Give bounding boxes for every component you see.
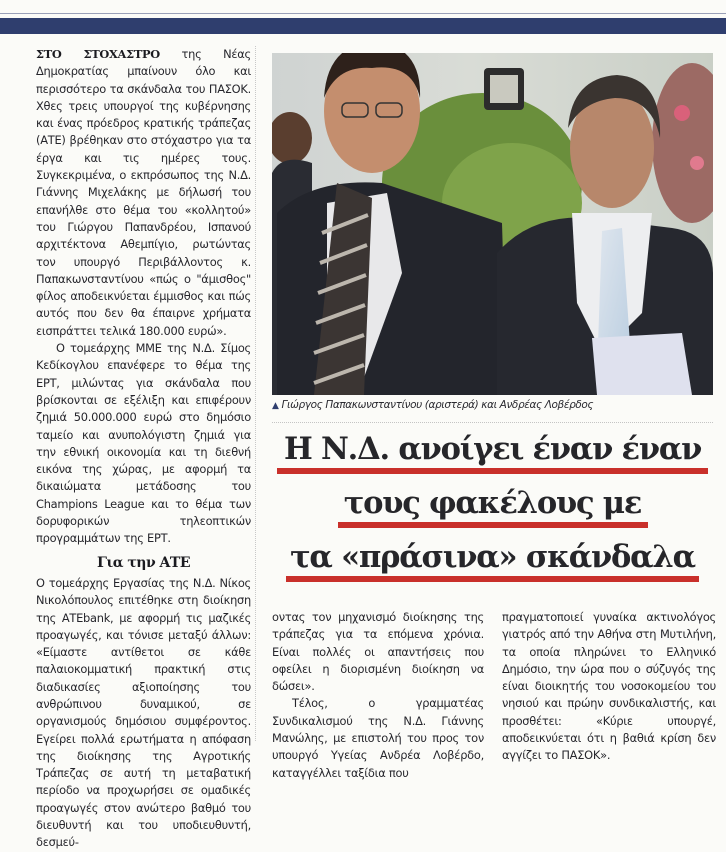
- headline-line-3: τα «πράσινα» σκάνδαλα: [290, 539, 695, 575]
- column-divider: [255, 46, 256, 741]
- papers: [592, 333, 692, 395]
- caption-divider: [272, 422, 713, 423]
- middle-paragraph-1: οντας τον μηχανισμό διοίκησης της τράπεζας για τα επόμενα χρόνια. Είναι πολλές οι απαντήσεις που οφείλει η διορισμένη διοίκηση να δώσει».: [272, 610, 484, 694]
- headline-line-1: Η Ν.Δ. ανοίγει έναν έναν: [283, 431, 702, 467]
- section-subhead: Για την ΑΤΕ: [97, 554, 190, 571]
- lead-in: ΣΤΟ ΣΤΟΧΑΣΤΡΟ: [36, 47, 160, 61]
- headline-underline-2: [338, 522, 648, 528]
- right-column: [502, 609, 716, 765]
- ert-paragraph: Ο τομεάρχης ΜΜΕ της Ν.Δ. Σίμος Κεδίκογλου επανέφερε το θέμα της ΕΡΤ, μιλώντας για σκάνδαλα που βρίσκονται σε εξέλιξη και επιφέρουν ζημιά 50.000.000 ευρώ στο δημόσιο ταμείο και ανυπολόγιστη ζημιά για την εθνική οικονομία και τη διεθνή εικόνα της χώρας, με αφορμή τα δικαιώματα μετάδοσης του Champions League και το θέμα των δορυφορικών τηλεοπτικών προγραμμάτων της ΕΡΤ.: [36, 341, 251, 546]
- intro-paragraph: [36, 46, 251, 340]
- caption-marker-icon: ▲: [272, 401, 279, 411]
- middle-paragraph-2: Τέλος, ο γραμματέας Συνδικαλισμού της Ν.Δ. Γιάννης Μανώλης, με επιστολή του προς τον υπουργό Υγείας Ανδρέα Λοβέρδο, καταγγέλλει ταξίδια που: [272, 696, 484, 780]
- header-band: [0, 18, 726, 34]
- photo-caption: [272, 399, 713, 411]
- headline-line-2: τους φακέλους με: [343, 485, 642, 521]
- intro-text: της Νέας Δημοκρατίας μπαίνουν όλο και περισσότερο τα σκάνδαλα του ΠΑΣΟΚ. Χθες τρεις υπουργοί της κυβέρνησης και ένας πρόεδρος κρατικής τράπεζας (ΑΤΕ) βρέθηκαν στο στόχαστρο για τα έργα και τις ημέρες τους. Συγκεκριμένα, ο εκπρόσωπος της Ν.Δ. Γιάννης Μιχελάκης με δήλωσή του επανήλθε στο θέμα του «κολλητού» του Γιώργου Παπανδρέου, Ισπανού αρχιτέκτονα Αθεμπίγιο, ρωτώντας τον υπουργό Περιβάλλοντος κ. Παπακωνσταντίνου «πώς ο "άμισθος" φίλος αποδεικνύεται έμμισθος και πώς αυτός που δεν θα έπαιρνε χρήματα εισπράττει τελικά 180.000 ευρώ».: [36, 47, 251, 338]
- ate-paragraph: Ο τομεάρχης Εργασίας της Ν.Δ. Νίκος Νικολόπουλος επιτέθηκε στη διοίκηση της ΑΤΕbank, με αφορμή τις μαζικές προαγωγές, και τόνισε μεταξύ άλλων: «Είμαστε αντίθετοι σε κάθε παλαιοκομματική πρακτική στις διαδικασίες αξιοποίησης του ανθρώπινου δυναμικού, σε οργανισμούς δημόσιου συμφέροντος. Εγείρει πολλά ερωτήματα η απόφαση της διοίκησης της Αγροτικής Τράπεζας σε αυτή τη μεταβατική περίοδο να προχωρήσει σε ομαδικές προαγωγές στον ανώτερο βαθμό του διευθυντή και του υποδιευθυντή, δεσμεύ-: [36, 575, 251, 850]
- photo-illustration: [272, 53, 713, 395]
- headline-underline-3: [286, 576, 699, 582]
- left-column: [36, 46, 251, 852]
- article-photo: [272, 53, 713, 395]
- article-headline: [272, 432, 713, 594]
- caption-text: Γιώργος Παπακωνσταντίνου (αριστερά) και Ανδρέας Λοβέρδος: [281, 399, 594, 411]
- header-rule: [0, 13, 726, 14]
- headline-underline-1: [277, 468, 708, 474]
- middle-column: [272, 609, 484, 782]
- right-paragraph-1: πραγματοποιεί γυναίκα ακτινολόγος γιατρός από την Αθήνα στη Μυτιλήνη, τα οποία πληρώνει το Ελληνικό Δημόσιο, την ώρα που ο σύζυγός της είναι διοικητής του νοσοκομείου του νησιού και πρώην συνδικαλιστής, και προσθέτει: «Κύριε υπουργέ, αποδεικνύεται ότι η βαθιά κρίση δεν αγγίζει το ΠΑΣΟΚ».: [502, 610, 716, 763]
